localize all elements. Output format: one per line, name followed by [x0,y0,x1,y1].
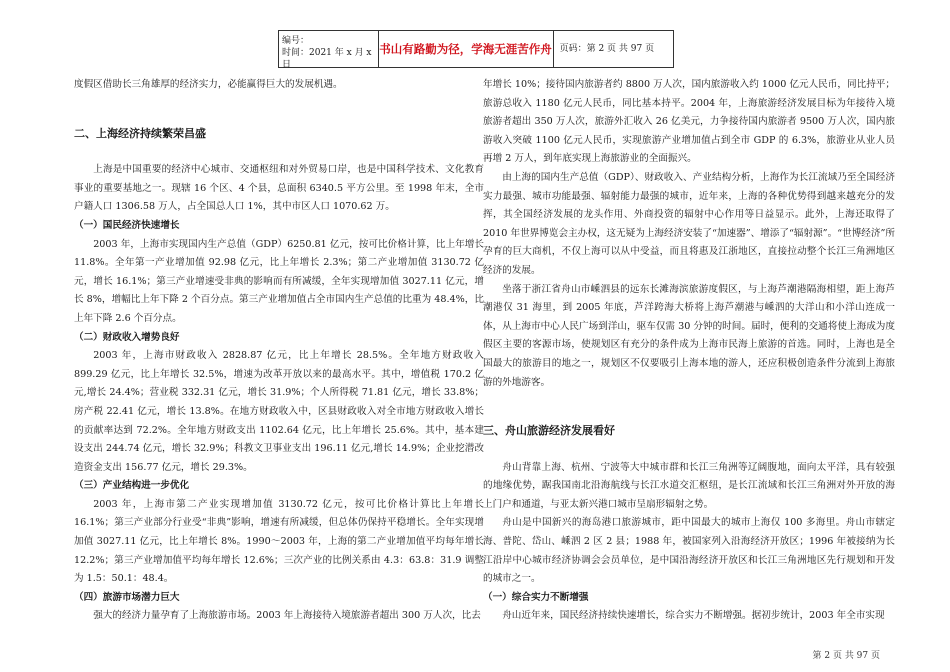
subsection-heading: （三）产业结构进一步优化 [74,480,190,492]
paragraph: 2003 年，上海市第二产业实现增加值 3130.72 亿元，按可比价格计算比上年增长 16.1%；第三产业部分行业受“非典”影响，增速有所减缓，但总体仍保持平稳增长。全年实现增加值 3027.11 亿元，比上年增长 8%。1990～2003 年，上海的第二产业增加值平均每年增长 12.2%；第三产业增加值平均每年增长 12.6%；三次产业的比例关系由 4.3：63.8：31.9 调整为 1.5：50.1：48.4。 [74,498,484,585]
paragraph: 舟山背靠上海、杭州、宁波等大中城市群和长江三角洲等辽阔腹地，面向太平洋，具有较强的地缘优势，踞我国南北沿海航线与长江水道交汇枢纽，是长江流域和长江三角洲对外开放的海上门户和通道，与亚太新兴港口城市呈扇形辐射之势。 [483,461,895,510]
section-heading: 二、上海经济持续繁荣昌盛 [74,126,206,140]
paragraph: 坐落于浙江省舟山市嵊泗县的远东长滩海滨旅游度假区，与上海芦潮港隔海相望，距上海芦潮港仅 31 海里，到 2005 年底，芦洋跨海大桥将上海芦潮港与嵊泗的大洋山和小洋山连成一体，从上海市中心人民广场到洋山，驱车仅需 30 分钟的时间。届时，便利的交通将使上海成为度假区主要的客源市场，使规划区有充分的条件成为上海市民海上旅游的首选。同时，上海也是全国最大的旅游目的地之一，规划区不仅要吸引上海本地的游人，还应积极创造条件分流到上海旅游的外地游客。 [483,283,895,388]
subsection-heading: （一）综合实力不断增强 [483,591,589,603]
header-meta [279,31,379,70]
paragraph: 舟山近年来，国民经济持续快速增长，综合实力不断增强。据初步统计，2003 年全市实现 [502,610,885,622]
paragraph: 由上海的国内生产总值（GDP）、财政收入、产业结构分析，上海作为长江流域乃至全国经济实力最强、城市功能最强、辐射能力最强的城市，近年来，上海的各种优势得到越来越充分的发挥，其全国经济发展的龙头作用、外商投资的辐射中心作用等日益显示。此外，上海还取得了 2010 年世界博览会主办权，这无疑为上海经济安装了“加速器”、增添了“辐射源”。“世博经济”所孕育的巨大商机，不仅上海可以从中受益，而且将惠及江浙地区，直接拉动整个长江三角洲地区经济的发展。 [483,171,895,276]
left-column [74,76,484,626]
paragraph: 度假区借助长三角雄厚的经济实力，必能赢得巨大的发展机遇。 [74,79,343,90]
document-number: 编号： [282,36,310,46]
paragraph: 年增长 10%；接待国内旅游者约 8800 万人次，国内旅游收入约 1000 亿元人民币，同比持平；旅游总收入 1180 亿元人民币，同比基本持平。2004 年，上海旅游经济发展目标为年接待入境旅游者超出 350 万人次，旅游外汇收入 26 亿美元，力争接待国内旅游者 9500 万人次，国内旅游收入突破 1100 亿元人民币，实现旅游产业增加值占到全市 GDP 的 6.3%，旅游业从业人员再增 2 万人，到年底实现上海旅游业的全面振兴。 [483,79,895,165]
subsection-heading: （四）旅游市场潜力巨大 [74,591,180,603]
paragraph: 舟山是中国新兴的海岛港口旅游城市，距中国最大的城市上海仅 100 多海里。舟山市辖定海、普陀、岱山、嵊泗 2 区 2 县；1988 年，被国家列入沿海经济开放区；1996 年被接纳为长江沿岸中心城市经济协调会会员单位，是中国沿海经济开放区和长江三角洲地区先行规划和开发的城市之一。 [483,517,895,585]
header-slogan: 书山有路勤为径，学海无涯苦作舟 [379,31,554,67]
paragraph: 2003 年，上海市财政收入 2828.87 亿元，比上年增长 28.5%。全年地方财政收入 899.29 亿元，比上年增长 32.5%，增速为改革开放以来的最高水平。其中，增值税 170.2 亿元,增长 24.4%；营业税 332.31 亿元，增长 31.9%；个人所得税 71.81 亿元，增长 33.8%；房产税 22.41 亿元，增长 13.8%。在地方财政收入中，区县财政收入对全市地方财政收入增长的贡献率达到 72.2%。全年地方财政支出 1102.64 亿元，比上年增长 25.6%。其中，基本建设支出 244.74 亿元，增长 32.9%；科教文卫事业支出 196.11 亿元,增长 14.9%；企业挖潜改造资金支出 156.77 亿元，增长 29.3%。 [74,350,484,473]
paragraph: 2003 年，上海市实现国内生产总值（GDP）6250.81 亿元，按可比价格计算，比上年增长 11.8%。全年第一产业增加值 92.98 亿元，比上年增长 2.3%；第二产业增加值 3130.72 亿元，增长 16.1%；第三产业增速受非典的影响而有所减缓，全年实现增加值 3027.11 亿元，增长 8%，增幅比上年下降 2 个百分点。第三产业增加值占全市国内生产总值的比重为 48.4%，比上年下降 2.6 个百分点。 [74,238,484,324]
subsection-heading: （一）国民经济快速增长 [74,219,180,231]
paragraph: 强大的经济力量孕育了上海旅游市场。2003 年上海接待入境旅游者超出 300 万人次，比去 [93,610,481,622]
page-footer: 第 2 页 共 97 页 [812,651,880,661]
subsection-heading: （二）财政收入增势良好 [74,331,180,343]
header-page-info: 页码：第 2 页 共 97 页 [559,44,655,54]
document-date: 时间：2021 年 x 月 x 日 [282,48,372,70]
page-header [278,30,674,68]
section-heading: 三、舟山旅游经济发展看好 [483,424,615,438]
right-column [483,76,895,626]
paragraph: 上海是中国重要的经济中心城市、交通枢纽和对外贸易口岸，也是中国科学技术、文化教育事业的重要基地之一。现辖 16 个区、4 个县，总面积 6340.5 平方公里。至 1998 年末，全市户籍人口 1306.58 万人，占全国总人口 1%，其中市区人口 1070.62 万。 [74,164,484,213]
